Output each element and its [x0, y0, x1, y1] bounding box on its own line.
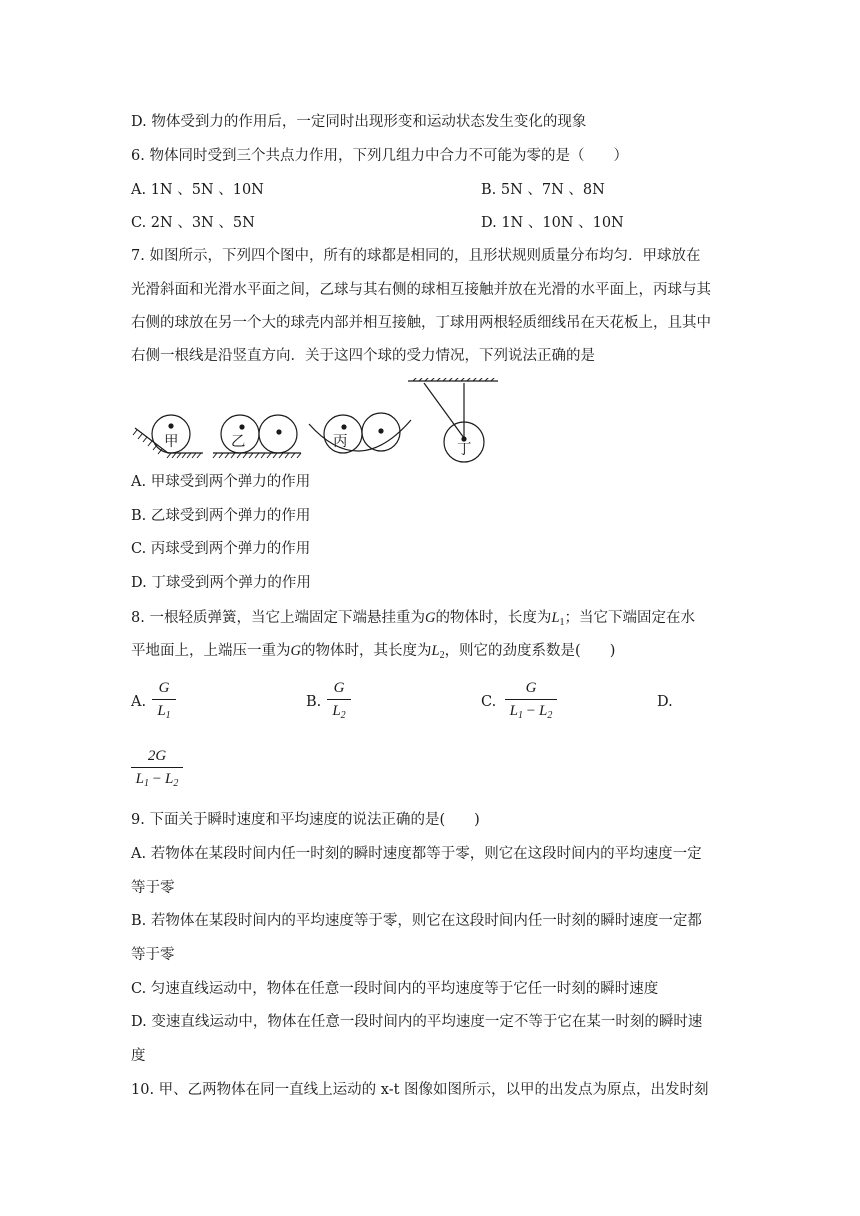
- q8-subscript: 2: [439, 650, 445, 661]
- string-slanted: [424, 383, 464, 438]
- den-var: L: [157, 703, 166, 719]
- q8-option-d-fraction: [131, 745, 183, 795]
- numerator: G: [525, 680, 537, 696]
- q7-stem-line1: 7. 如图所示，下列四个图中，所有的球都是相同的，且形状规则质量分布均匀．甲球放在: [131, 248, 701, 264]
- q9-option-a-line2: 等于零: [131, 880, 175, 896]
- q8-stem-line2: [131, 641, 615, 666]
- q8-var: L: [551, 610, 560, 626]
- den-sub: 1: [144, 778, 150, 789]
- den-sub: 1: [518, 710, 524, 721]
- q8-var: G: [424, 610, 436, 626]
- q6-option-c: C. 2N 、3N 、5N: [131, 215, 255, 231]
- denominator: [505, 700, 557, 727]
- den-sub: 2: [173, 778, 179, 789]
- q7-stem-line2: 光滑斜面和光滑水平面之间，乙球与其右侧的球相互接触并放在光滑的水平面上，丙球与其: [131, 282, 711, 298]
- denominator: [131, 768, 183, 795]
- q8-text: ；当它下端固定在水: [564, 610, 696, 626]
- q9-option-d-line1: D. 变速直线运动中，物体在任意一段时间内的平均速度一定不等于它在某一时刻的瞬时速: [131, 1014, 703, 1030]
- q9-option-a-line1: A. 若物体在某段时间内任一时刻的瞬时速度都等于零，则它在这段时间内的平均速度一定: [131, 846, 702, 862]
- q7-option-d: D. 丁球受到两个弹力的作用: [131, 575, 311, 591]
- den-sub: 2: [547, 710, 553, 721]
- q10-stem: 10. 甲、乙两物体在同一直线上运动的 x-t 图像如图所示，以甲的出发点为原点，出发时刻: [131, 1082, 709, 1098]
- denominator: [152, 700, 176, 727]
- q7-stem-line3: 右侧的球放在另一个大的球壳内部并相互接触，丁球用两根轻质细线吊在天花板上，且其中: [131, 315, 711, 331]
- q8-text: 8. 一根轻质弹簧，当它上端固定下端悬挂重为: [131, 610, 425, 626]
- q8-var: L: [431, 643, 440, 659]
- label-yi: 乙: [231, 434, 246, 450]
- label-jia: 甲: [164, 434, 179, 450]
- den-var: L: [538, 703, 548, 719]
- q9-stem: 9. 下面关于瞬时速度和平均速度的说法正确的是( ): [131, 812, 480, 828]
- q7-option-b: B. 乙球受到两个弹力的作用: [131, 508, 311, 524]
- q8-option-a-fraction: [152, 677, 176, 727]
- q8-option-c-fraction: [505, 677, 557, 727]
- den-sub: 2: [340, 710, 346, 721]
- q7-stem-line4: 右侧一根线是沿竖直方向．关于这四个球的受力情况，下列说法正确的是: [131, 348, 595, 364]
- ball-bing-center: [342, 425, 346, 429]
- q8-text: 的物体时，其长度为: [300, 643, 432, 659]
- q8-option-d-label: D.: [657, 694, 673, 710]
- q9-option-b-line1: B. 若物体在某段时间内的平均速度等于零，则它在这段时间内任一时刻的瞬时速度一定都: [131, 913, 702, 929]
- q8-stem-line1: [131, 608, 695, 633]
- numerator: 2G: [147, 748, 167, 764]
- den-var: L: [509, 703, 519, 719]
- q5-option-d: D. 物体受到力的作用后，一定同时出现形变和运动状态发生变化的现象: [131, 114, 587, 130]
- q8-option-b-fraction: [327, 677, 351, 727]
- q6-option-a: A. 1N 、5N 、10N: [131, 182, 264, 198]
- q8-option-c-label: C.: [481, 694, 497, 710]
- q8-option-b-label: B.: [306, 694, 322, 710]
- q9-option-d-line2: 度: [131, 1048, 146, 1064]
- label-bing: 丙: [333, 434, 348, 450]
- den-var: L: [332, 703, 341, 719]
- den-var: L: [135, 771, 145, 787]
- q6-option-b: B. 5N 、7N 、8N: [481, 182, 605, 198]
- floor-hatch-2: [213, 453, 301, 458]
- minus-sign: −: [526, 703, 536, 719]
- label-ding: 丁: [457, 442, 472, 458]
- q7-option-c: C. 丙球受到两个弹力的作用: [131, 541, 311, 557]
- ball-yi-right-center: [277, 430, 281, 434]
- q6-stem: 6. 物体同时受到三个共点力作用，下列几组力中合力不可能为零的是（ ）: [131, 148, 628, 164]
- denominator: [327, 700, 351, 727]
- ball-diagram: [131, 378, 511, 464]
- ball-yi-center: [240, 425, 244, 429]
- ball-jia-center: [169, 424, 173, 428]
- q6-option-d: D. 1N 、10N 、10N: [481, 215, 624, 231]
- den-var: L: [164, 771, 174, 787]
- incline-hatch: [133, 430, 162, 454]
- q8-subscript: 1: [559, 617, 565, 628]
- q8-text: ，则它的劲度系数是( ): [444, 643, 616, 659]
- den-sub: 1: [165, 710, 171, 721]
- q7-option-a: A. 甲球受到两个弹力的作用: [131, 474, 311, 490]
- q8-var: G: [290, 643, 301, 659]
- q9-option-b-line2: 等于零: [131, 947, 175, 963]
- numerator: G: [333, 680, 345, 696]
- q9-option-c: C. 匀速直线运动中，物体在任意一段时间内的平均速度等于它任一时刻的瞬时速度: [131, 981, 659, 997]
- q8-text: 的物体时，长度为: [435, 610, 552, 626]
- numerator: G: [158, 680, 170, 696]
- ball-bing-right-center: [379, 429, 383, 433]
- q8-option-a-label: A.: [131, 694, 147, 710]
- minus-sign: −: [152, 771, 162, 787]
- q7-figure: [131, 378, 511, 468]
- floor-hatch-1: [167, 453, 201, 458]
- q8-text: 平地面上，上端压一重为: [131, 643, 291, 659]
